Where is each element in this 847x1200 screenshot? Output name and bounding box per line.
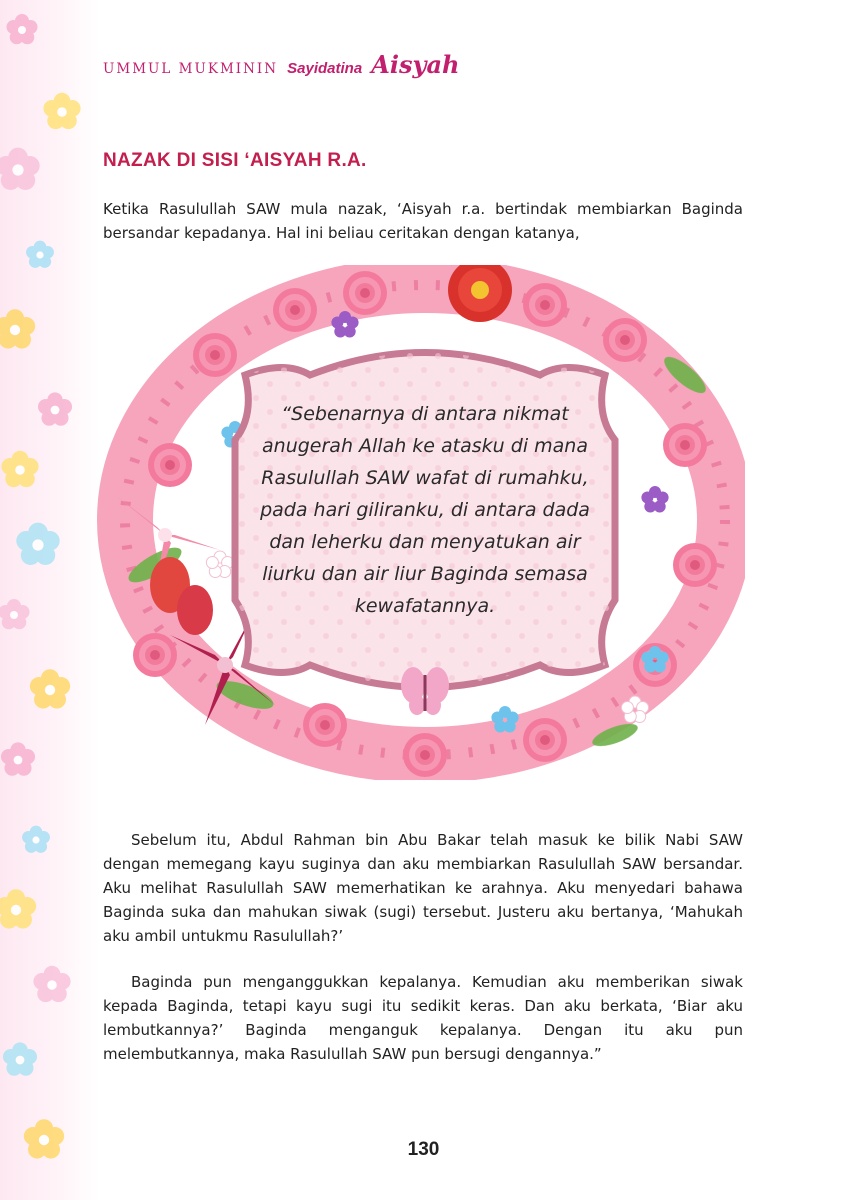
section-title: NAZAK DI SISI ‘AISYAH R.A. bbox=[103, 150, 367, 171]
running-header bbox=[103, 50, 459, 79]
header-book-script: Aisyah bbox=[371, 50, 460, 79]
header-book-italic: Sayidatina bbox=[287, 60, 363, 77]
page-number: 130 bbox=[407, 1139, 440, 1160]
intro-paragraph: Ketika Rasulullah SAW mula nazak, ‘Aisyah r.a. bertindak membiarkan Baginda bersandar kepadanya. Hal ini beliau ceritakan dengan katanya, bbox=[103, 200, 743, 242]
flower-border-icon bbox=[0, 0, 100, 1200]
body-paragraph-1: Sebelum itu, Abdul Rahman bin Abu Bakar telah masuk ke bilik Nabi SAW dengan memegang kayu suginya dan aku membiarkan Rasulullah SAW bersandar. Aku melihat Rasulullah SAW memerhatikan ke arahnya. Aku menyedari bahawa Baginda suka dan mahukan siwak (sugi) tersebut. Justeru aku bertanya, ‘Mahukah aku ambil untukmu Rasulullah?’ bbox=[103, 831, 743, 945]
quote-text: “Sebenarnya di antara nikmat anugerah Allah ke atasku di mana Rasulullah SAW wafat di rumahku, pada hari giliranku, di antara dada dan leherku dan menyatukan air liurku dan air liur Baginda semasa kewafatannya. bbox=[260, 403, 590, 617]
body-paragraph-2: Baginda pun menganggukkan kepalanya. Kemudian aku memberikan siwak kepada Baginda, tetapi kayu sugi itu sedikit keras. Dan aku berkata, ‘Biar aku lembutkannya?’ Baginda menganguk kepalanya. Dengan itu aku pun melembutkannya, maka Rasulullah SAW pun bersugi dengannya.” bbox=[103, 973, 743, 1063]
header-book-caps: UMMUL MUKMININ bbox=[103, 61, 279, 77]
